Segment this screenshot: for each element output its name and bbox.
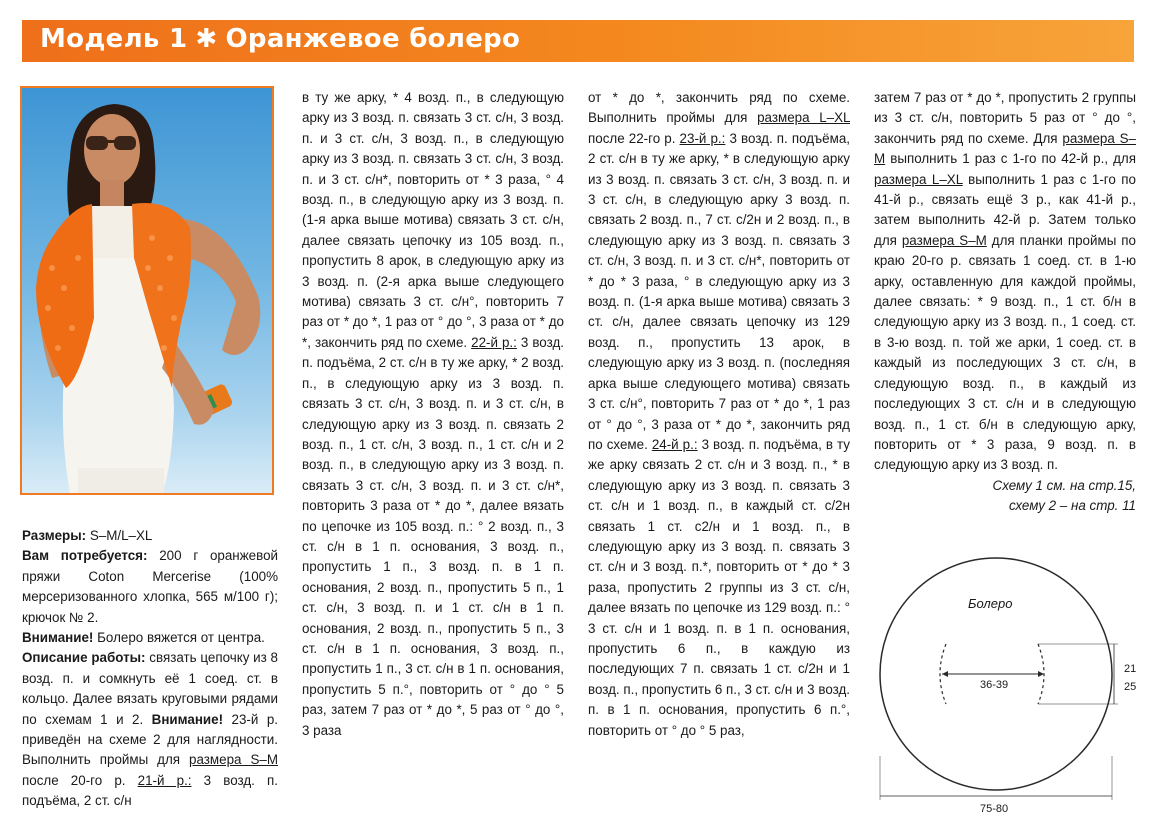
column-2-text [302,88,564,741]
inner-width-label: 36-39 [980,679,1009,691]
column-1 [22,526,278,812]
col4-text-c: выполнить 1 раз с 1-го по 41-й р., связать ещё 3 р., как 41-й р., затем выполнить 42-й р. Затем только для [874,171,1136,248]
description-text: связать цепочку из 8 возд. п. и сомкнуть её 1 соед. ст. в кольцо. Далее вязать круговыми рядами по схемам 1 и 2. [22,650,279,727]
size-lxl-ref-2: размера L–XL [874,171,963,187]
col4-text-b: выполнить 1 раз с 1-го по 42-й р., для [885,151,1136,167]
model-title: Оранжевое болеро [225,24,521,54]
height-sm-label: 21 [1124,663,1137,675]
title-banner [22,20,1134,62]
attention-text: Болеро вяжется от центра. [93,630,265,646]
column-4-text [874,88,1136,476]
after-row22-text: после 22-го р. [588,130,680,146]
size-lxl-ref: размера L–XL [757,110,850,126]
star-icon: ✱ [195,24,218,54]
column-3 [588,88,850,741]
bolero-diagram [868,556,1143,818]
column-2 [302,88,564,741]
arrow-right-icon [1038,671,1044,677]
row-23-label: 23-й р.: [679,130,726,146]
column-4 [874,88,1136,517]
materials-text: 200 г оранжевой пряжи Coton Mercerise (100% мерсеризованного хлопка, 565 м/100 г); крючок № 2. [22,548,278,625]
sizes-value: S–M/L–XL [86,528,153,543]
model-number: Модель 1 [40,24,188,54]
after-row20-text: после 20-го р. [22,772,138,788]
attention-label: Внимание! [22,630,94,646]
col4-text-d: для планки проймы по краю 20-го р. связать 1 соед. ст. в 1-ю арку, оставленную для каждой проймы, далее связать: * 9 возд. п., 1 ст. б/н в следующую арку из 3 возд. п., 1 соед. ст. в 3-ю возд. п. той же арки, 1 соед. ст. в каждый из последующих 3 ст. с/н, в следующую возд. п., в каждый из последующих 3 ст. с/н и в следующую возд. п., 1 ст. б/н в следующую арку, повторить от * 3 раза, 9 возд. п. в следующую арку из 3 возд. п. [874,232,1136,473]
diameter-label: 75-80 [980,803,1009,815]
scheme-2-reference: схему 2 – на стр. 11 [1008,498,1136,514]
materials-label: Вам потребуется: [22,548,148,564]
size-sm-ref-2: размера S–M [874,130,1137,167]
row-21-label: 21-й р.: [137,772,192,788]
sizes-label: Размеры: [22,528,87,543]
attention2-label: Внимание! [151,711,224,727]
row-22-text: 3 возд. п. подъёма, 2 ст. с/н в ту же арку, * 2 возд. п., в следующую арку из 3 возд. п. связать 3 ст. с/н, 3 возд. п. и 3 ст. с/н, в следующую арку из 3 возд. п. связать 2 возд. п., 1 ст. с/н, 3 возд. п., 1 ст. с/н и 2 возд. п., в следующую арку из 3 возд. п. связать 3 ст. с/н, 3 возд. п. и 3 ст. с/н*, повторить 3 раза от * до *, далее вязать по цепочке из 105 возд. п.: ° 2 возд. п., 3 ст. с/н в 1 п. основания, 3 возд. п., пропустить 1 п., 3 возд. п. в 1 п. основания, 2 возд. п., пропустить 5 п., 1 ст. с/н, 3 возд. п. и 1 ст. с/н в 1 п. основания, 2 возд. п., пропустить 5 п., 3 ст. с/н в 1 п. основания, 3 возд. п., пропустить 1 п., 3 ст. с/н в 1 п. основания, пропустить 5 п.°, повторить от ° до ° 5 раз, затем 7 раз от * до *, 5 раз от ° до °, 3 раза [302,334,564,738]
row-22-continued: от * до *, закончить ряд по схеме. Выполнить проймы для [588,90,850,126]
scheme-1-reference: Схему 1 см. на стр.15, [992,477,1136,493]
model-photo [20,86,274,495]
size-sm-ref: размера S–M [189,752,278,768]
row-21-text: 3 возд. п. подъёма, 2 ст. с/н [22,772,278,809]
height-lxl-label: 25 [1124,681,1137,693]
size-sm-ref-3: размера S–M [901,232,987,248]
attention2-text: 23-й р. приведён на схеме 2 для наглядности. Выполнить проймы для [22,711,278,768]
materials-paragraph [22,546,278,628]
diagram-title: Болеро [968,596,1013,611]
row-21-continued: в ту же арку, * 4 возд. п., в следующую арку из 3 возд. п. связать 3 ст. с/н, 3 возд. п. и 3 ст. с/н, 3 возд. п., в следующую арку из 3 возд. п. связать 3 ст. с/н, 3 возд. п. и 3 ст. с/н*, повторить от * 3 раза, ° 4 возд. п., в следующую арку из 3 возд. п. (1-я арка выше мотива) связать 3 ст. с/н, далее связать цепочку из 105 возд. п., пропустить 8 арок, в следующую арку из 3 возд. п. (2-я арка выше следующего мотива) связать 3 ст. с/н°, повторить 7 раз от * до *, 1 раз от ° до °, 3 раза от * до *, закончить ряд по схеме. [302,90,564,350]
column-3-text [588,88,850,741]
sizes-paragraph [22,526,278,546]
bolero-diagram-svg [868,556,1143,818]
attention-paragraph [22,628,278,648]
model-photo-illustration [22,88,272,493]
description-label: Описание работы: [22,650,146,666]
row-23-text: 3 возд. п. подъёма, 2 ст. с/н в ту же арку, * в следующую арку из 3 возд. п. связать 3 ст. с/н, 3 возд. п. и 3 ст. с/н, в следующую арку 3 возд. п. связать 2 возд. п., 7 ст. с/2н и 2 возд. п., в следующую арку из 3 возд. п. связать 3 ст. с/н, 3 возд. п. и 3 ст. с/н*, повторить от * до * 3 раза, ° в следующую арку из 3 возд. п. (1-я арка выше мотива) связать 3 ст. с/н, далее связать цепочку из 129 возд. п., пропустить 13 арок, в следующую арку из 3 возд. п. (последняя арка выше следующего мотива) связать 3 ст. с/н°, повторить 7 раз от * до *, 1 раз от ° до °, 3 раза от * до *, закончить ряд по схеме. [588,130,850,452]
page-title [40,24,520,54]
row-24-text: 3 возд. п. подъёма, в ту же арку связать 2 ст. с/н и 3 возд. п., * в следующую арку из 3 возд. п. связать 3 ст. с/н и 1 возд. п., в каждый ст. с/2н связать 1 ст. с2/н и 1 возд. п., в следующую арку из 3 возд. п. связать 3 ст. с/н и 3 возд. п.*, повторить от * до * 3 раза, пропустить 2 группы из 3 ст. с/н, далее вязать по цепочке из 129 возд. п.: ° 3 ст. с/н и 1 возд. п. в 1 п. основания, пропустить 6 п., в каждую из последующих 7 п. связать 1 ст. с/2н и 1 возд. п., пропустить 6 п., 3 ст. с/н и 3 возд. п. в 1 п. основания, пропустить 6 п.°, повторить от ° до ° 5 раз, [588,436,850,738]
row-22-label: 22-й р.: [471,334,517,350]
arrow-left-icon [942,671,948,677]
row-24-label: 24-й р.: [651,436,698,452]
description-paragraph [22,648,278,811]
row-24-continued: затем 7 раз от * до *, пропустить 2 группы из 3 ст. с/н, повторить 5 раз от ° до °, закончить ряд по схеме. Для [874,90,1136,146]
